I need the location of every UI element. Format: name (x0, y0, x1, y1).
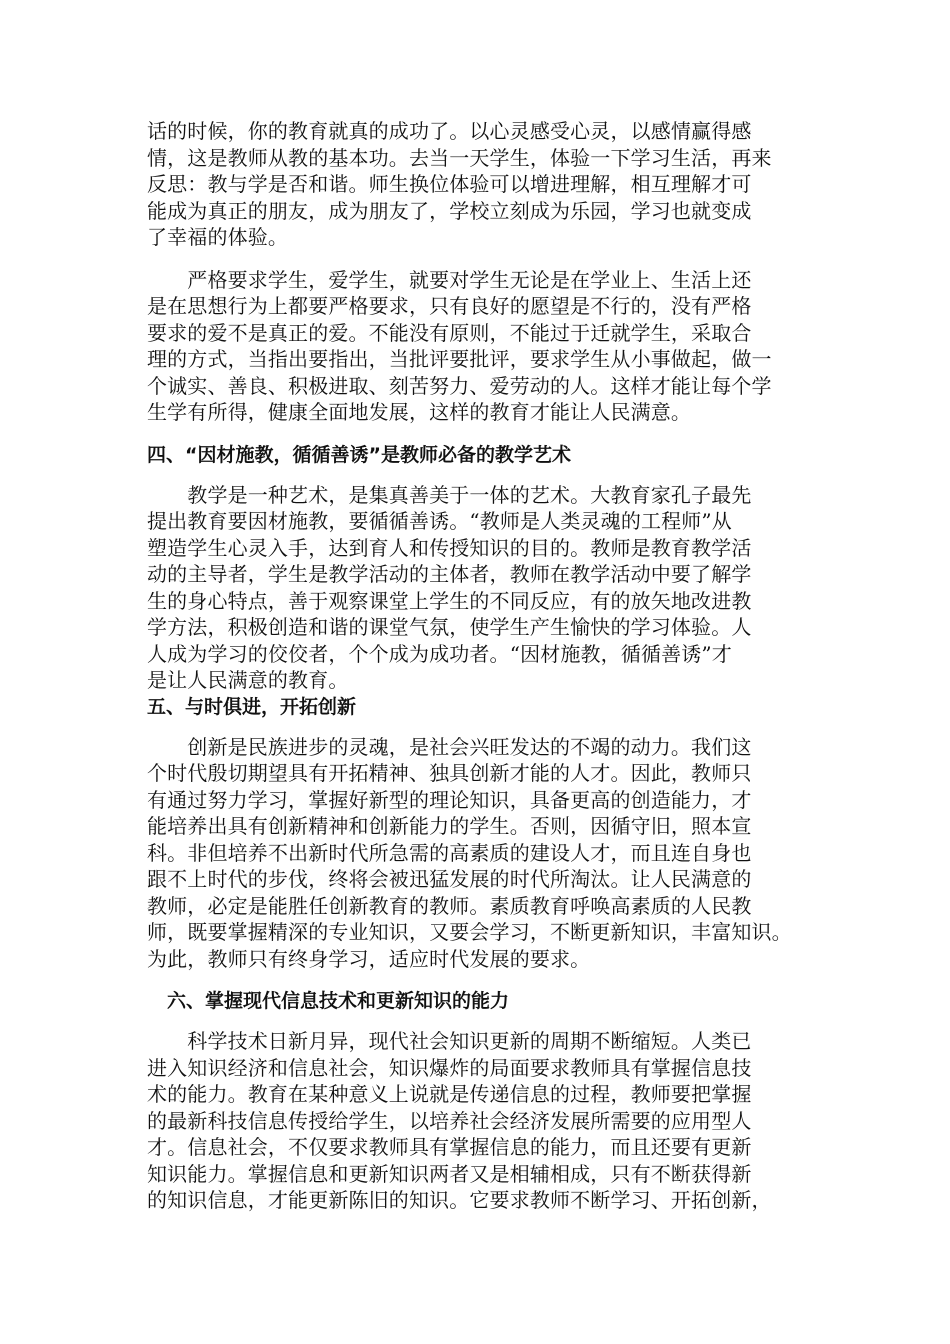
text-line: 人成为学习的佼佼者，个个成为成功者。“因材施教，循循善诱”才 (147, 641, 732, 666)
text-line: 教师，必定是能胜任创新教育的教师。素质教育呼唤高素质的人民教 (147, 893, 752, 918)
paragraph-gap (147, 251, 819, 267)
text-line: 才。信息社会，不仅要求教师具有掌握信息的能力，而且还要有更新 (147, 1135, 752, 1159)
paragraph-gap (147, 720, 819, 734)
text-line: 的最新科技信息传授给学生，以培养社会经济发展所需要的应用型人 (147, 1108, 752, 1133)
text-line: 提出教育要因材施教，要循循善诱。“教师是人类灵魂的工程师”从 (147, 509, 732, 533)
text-line: 了幸福的体验。 (147, 225, 289, 249)
section-heading-5: 五、与时俱进，开拓创新 (147, 695, 357, 718)
text-line: 学方法，积极创造和谐的课堂气氛，使学生产生愉快的学习体验。人 (147, 615, 752, 639)
text-line: 反思：教与学是否和谐。师生换位体验可以增进理解，相互理解才可 (147, 172, 752, 196)
text-line: 动的主导者，学生是教学活动的主体者，教师在教学活动中要了解学 (147, 562, 752, 586)
section-heading-4: 四、“因材施教，循循善诱”是教师必备的教学艺术 (147, 443, 571, 466)
paragraph-4 (147, 734, 819, 973)
text-line: 科学技术日新月异，现代社会知识更新的周期不断缩短。人类已 (147, 1029, 752, 1053)
text-line: 话的时候，你的教育就真的成功了。以心灵感受心灵，以感情赢得感 (147, 119, 752, 143)
text-line: 情，这是教师从教的基本功。去当一天学生，体验一下学习生活，再来 (147, 145, 772, 170)
text-line: 严格要求学生，爱学生，就要对学生无论是在学业上、生活上还 (147, 267, 752, 292)
text-line: 是让人民满意的教育。 (147, 668, 349, 692)
text-line: 创新是民族进步的灵魂，是社会兴旺发达的不竭的动力。我们这 (147, 734, 752, 759)
section-heading-6: 六、掌握现代信息技术和更新知识的能力 (167, 990, 510, 1012)
text-line: 要求的爱不是真正的爱。不能没有原则，不能过于迁就学生，采取合 (147, 320, 752, 345)
document-page (147, 118, 819, 1214)
text-line: 是在思想行为上都要严格要求，只有良好的愿望是不行的，没有严格 (147, 294, 752, 318)
text-line: 生学有所得，健康全面地发展，这样的教育才能让人民满意。 (147, 400, 692, 424)
text-line: 术的能力。教育在某种意义上说就是传递信息的过程，教师要把掌握 (147, 1082, 752, 1106)
text-line: 师，既要掌握精深的专业知识，又要会学习，不断更新知识，丰富知识。 (147, 920, 792, 944)
text-line: 生的身心特点，善于观察课堂上学生的不同反应，有的放矢地改进教 (147, 588, 752, 613)
text-line: 知识能力。掌握信息和更新知识两者又是相辅相成，只有不断获得新 (147, 1161, 752, 1186)
text-line: 为此，教师只有终身学习，适应时代发展的要求。 (147, 946, 591, 971)
text-line: 的知识信息，才能更新陈旧的知识。它要求教师不断学习、开拓创新， (147, 1188, 772, 1212)
text-line: 塑造学生心灵入手，达到育人和传授知识的目的。教师是教育教学活 (147, 535, 752, 560)
paragraph-5 (147, 1028, 819, 1214)
paragraph-3 (147, 482, 819, 694)
text-line: 个诚实、善良、积极进取、刻苦努力、爱劳动的人。这样才能让每个学 (147, 373, 772, 398)
paragraph-gap (147, 972, 819, 988)
paragraph-1 (147, 118, 819, 251)
text-line: 教学是一种艺术，是集真善美于一体的艺术。大教育家孔子最先 (147, 482, 752, 507)
paragraph-2 (147, 267, 819, 426)
paragraph-gap (147, 468, 819, 482)
text-line: 有通过努力学习，掌握好新型的理论知识，具备更高的创造能力，才 (147, 787, 752, 812)
text-line: 能成为真正的朋友，成为朋友了，学校立刻成为乐园，学习也就变成 (147, 198, 752, 223)
text-line: 个时代殷切期望具有开拓精神、独具创新才能的人才。因此，教师只 (147, 761, 752, 785)
paragraph-gap (147, 1014, 819, 1028)
text-line: 进入知识经济和信息社会，知识爆炸的局面要求教师具有掌握信息技 (147, 1055, 752, 1080)
text-line: 跟不上时代的步伐，终将会被迅猛发展的时代所淘汰。让人民满意的 (147, 867, 752, 891)
text-line: 理的方式，当指出要指出，当批评要批评，要求学生从小事做起，做一 (147, 347, 772, 371)
text-line: 科。非但培养不出新时代所急需的高素质的建设人才，而且连自身也 (147, 840, 752, 865)
paragraph-gap (147, 426, 819, 442)
text-line: 能培养出具有创新精神和创新能力的学生。否则，因循守旧，照本宣 (147, 814, 752, 838)
